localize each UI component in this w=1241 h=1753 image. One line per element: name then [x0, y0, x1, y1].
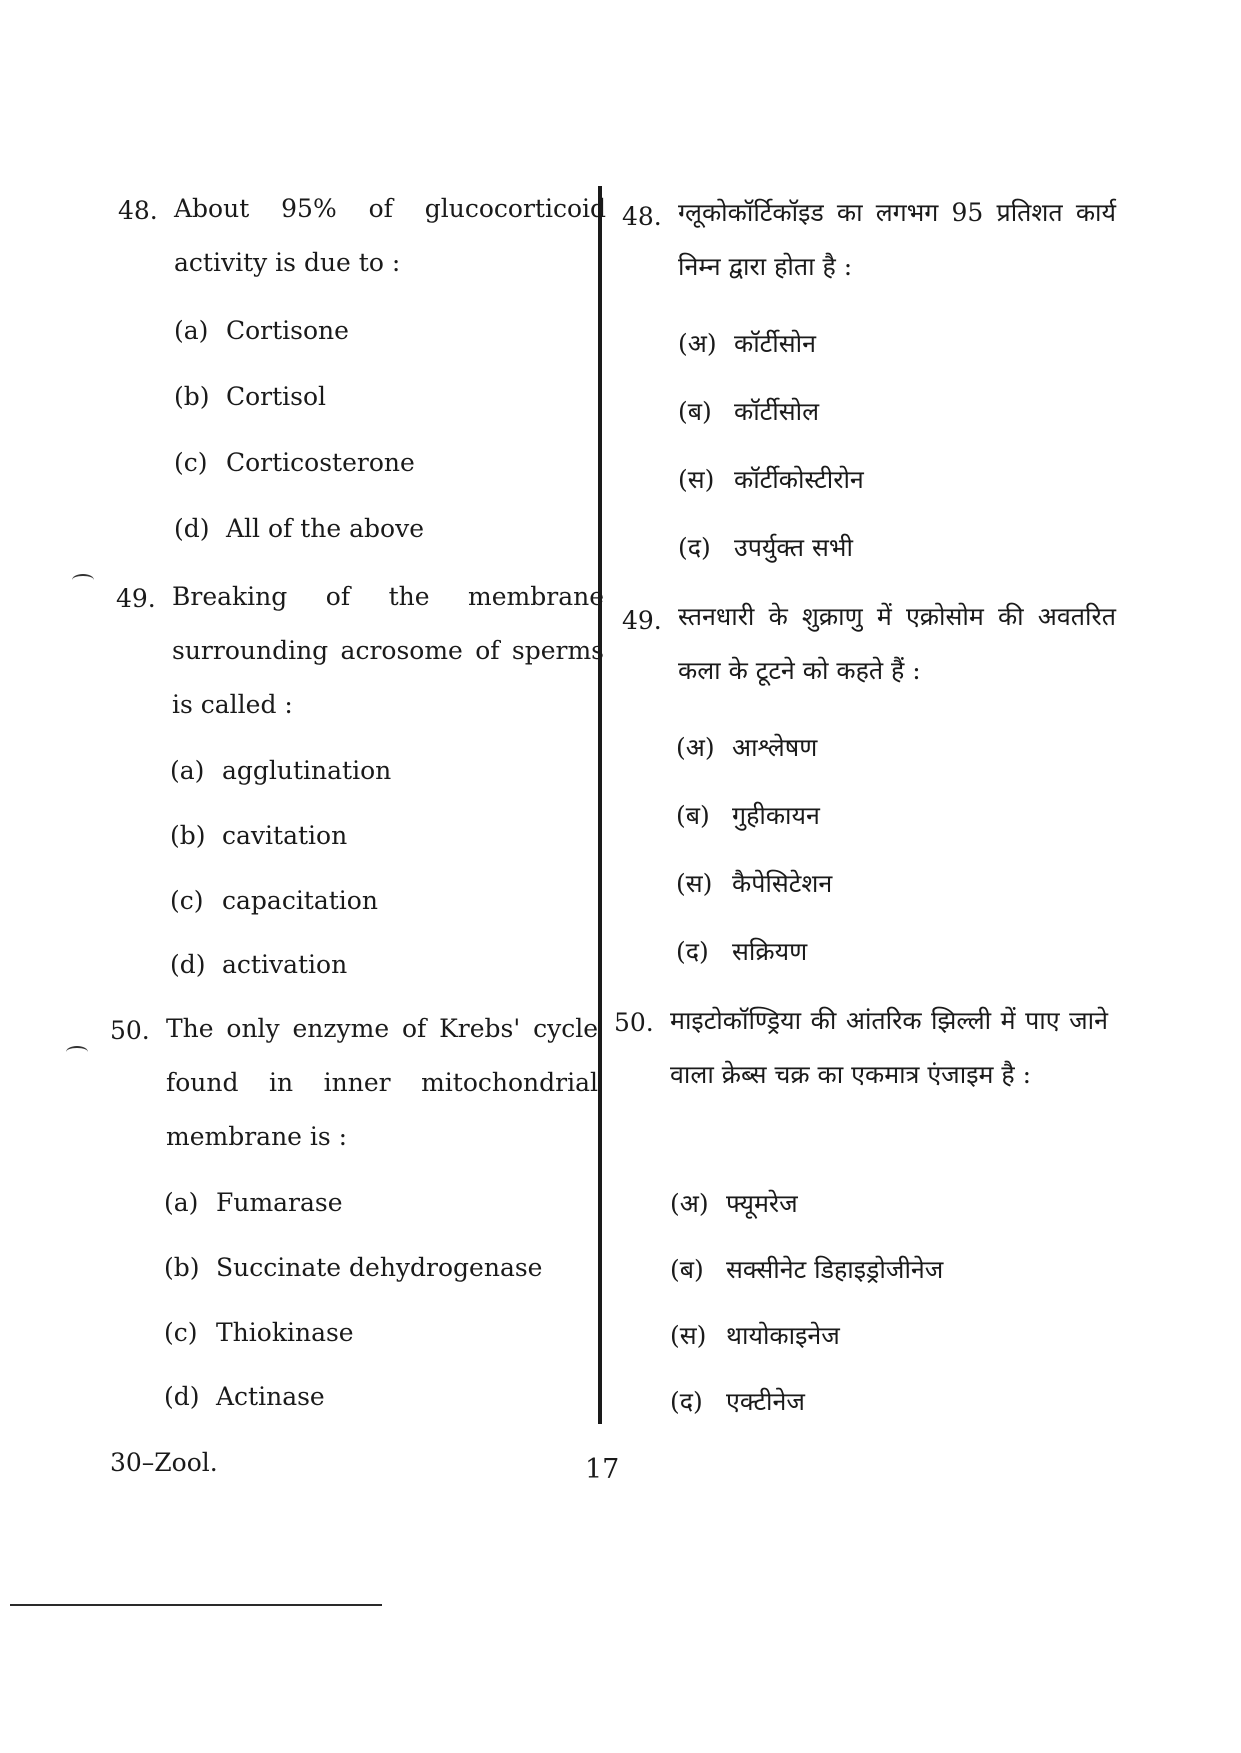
option-b — [174, 382, 326, 411]
option-d — [678, 530, 853, 564]
question-stem: ग्लूकोकॉर्टिकॉइड का लगभग 95 प्रतिशत कार्य निम्न द्वारा होता है : — [678, 198, 1116, 281]
option-text: agglutination — [222, 756, 392, 785]
option-a — [170, 756, 391, 785]
option-c — [670, 1318, 840, 1352]
option-text: आश्लेषण — [732, 733, 818, 762]
option-label: (अ) — [670, 1189, 709, 1218]
option-a — [670, 1186, 798, 1220]
option-text: cavitation — [222, 821, 348, 850]
option-label: (c) — [170, 886, 204, 915]
question-number: 49. — [622, 606, 662, 635]
option-label: (b) — [174, 382, 210, 411]
option-text: Fumarase — [216, 1188, 343, 1217]
question-stem: Breaking of the membrane surrounding acrosome of sperms is called : — [172, 582, 604, 719]
option-label: (द) — [670, 1387, 703, 1416]
option-text: कैपेसिटेशन — [732, 869, 833, 898]
option-label: (स) — [678, 465, 715, 494]
option-label: (d) — [164, 1382, 200, 1411]
option-c — [678, 462, 864, 496]
option-label: (c) — [164, 1318, 198, 1347]
question-number: 48. — [118, 196, 158, 225]
option-text: Corticosterone — [226, 448, 415, 477]
column-divider — [598, 186, 602, 1424]
question-number: 49. — [116, 584, 156, 613]
option-b — [170, 821, 347, 850]
option-text: उपर्युक्त सभी — [734, 533, 853, 562]
option-c — [170, 886, 378, 915]
question-stem: माइटोकॉण्ड्रिया की आंतरिक झिल्ली में पाए जाने वाला क्रेब्स चक्र का एकमात्र एंजाइम है : — [670, 1006, 1108, 1089]
option-label: (a) — [164, 1188, 199, 1217]
option-d — [170, 950, 347, 979]
option-text: सक्रियण — [732, 937, 808, 966]
option-a — [678, 326, 816, 360]
option-label: (a) — [174, 316, 209, 345]
option-label: (d) — [170, 950, 206, 979]
option-label: (b) — [164, 1253, 200, 1282]
option-label: (d) — [174, 514, 210, 543]
option-text: कॉर्टीसोल — [734, 397, 820, 426]
question-number: 48. — [622, 202, 662, 231]
question-number: 50. — [614, 1008, 654, 1037]
option-label: (ब) — [676, 801, 710, 830]
option-text: कॉर्टीकोस्टीरोन — [734, 465, 864, 494]
option-text: फ्यूमरेज — [726, 1189, 798, 1218]
option-label: (c) — [174, 448, 208, 477]
option-text: Actinase — [216, 1382, 325, 1411]
option-d — [670, 1384, 805, 1418]
option-a — [174, 316, 349, 345]
page-number: 17 — [585, 1454, 620, 1485]
option-c — [676, 866, 832, 900]
option-label: (a) — [170, 756, 205, 785]
option-label: (ब) — [670, 1255, 704, 1284]
option-text: Thiokinase — [216, 1318, 354, 1347]
option-b — [676, 798, 820, 832]
bottom-rule — [10, 1604, 382, 1606]
margin-mark — [72, 574, 94, 586]
option-label: (अ) — [678, 329, 717, 358]
option-label: (स) — [670, 1321, 707, 1350]
option-c — [174, 448, 415, 477]
option-text: Cortisone — [226, 316, 349, 345]
option-text: All of the above — [226, 514, 425, 543]
option-b — [678, 394, 819, 428]
option-label: (b) — [170, 821, 206, 850]
option-text: capacitation — [222, 886, 378, 915]
option-text: Succinate dehydrogenase — [216, 1253, 543, 1282]
option-text: Cortisol — [226, 382, 327, 411]
option-label: (स) — [676, 869, 713, 898]
option-d — [174, 514, 424, 543]
option-text: कॉर्टीसोन — [734, 329, 817, 358]
option-label: (द) — [678, 533, 711, 562]
question-number: 50. — [110, 1016, 150, 1045]
option-label: (अ) — [676, 733, 715, 762]
option-c — [164, 1318, 354, 1347]
option-text: सक्सीनेट डिहाइड्रोजीनेज — [726, 1255, 944, 1284]
option-text: गुहीकायन — [732, 801, 820, 830]
option-text: एक्टीनेज — [726, 1387, 805, 1416]
option-label: (द) — [676, 937, 709, 966]
option-text: थायोकाइनेज — [726, 1321, 840, 1350]
question-stem: The only enzyme of Krebs' cycle found in inner mitochondrial membrane is : — [166, 1014, 598, 1151]
option-b — [670, 1252, 943, 1286]
option-a — [676, 730, 817, 764]
option-text: activation — [222, 950, 348, 979]
option-d — [676, 934, 807, 968]
option-d — [164, 1382, 325, 1411]
paper-code: 30–Zool. — [110, 1448, 218, 1477]
question-stem: स्तनधारी के शुक्राणु में एक्रोसोम की अवतरित कला के टूटने को कहते हैं : — [678, 602, 1116, 685]
question-stem: About 95% of glucocorticoid activity is due to : — [174, 194, 606, 277]
option-label: (ब) — [678, 397, 712, 426]
option-b — [164, 1253, 542, 1282]
option-a — [164, 1188, 343, 1217]
margin-mark — [66, 1046, 88, 1058]
